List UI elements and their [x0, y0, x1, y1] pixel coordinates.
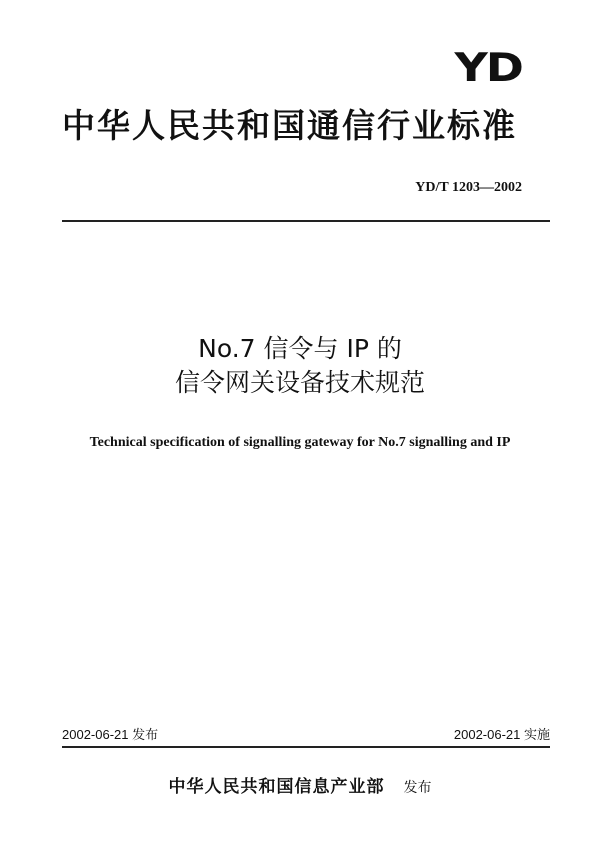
english-title: Technical specification of signalling gateway for No.7 signalling and IP — [89, 435, 511, 450]
implementation-date: 2002-06-21 实施 — [453, 727, 550, 742]
standard-number: YD/T 1203—2002 — [415, 180, 522, 195]
yd-logo: YD — [454, 44, 522, 91]
chinese-title-line-1: No.7 信令与 IP 的 — [198, 334, 402, 363]
top-divider — [62, 220, 550, 222]
publisher-verb: 发布 — [403, 780, 432, 796]
issue-date: 2002-06-21 发布 — [62, 727, 159, 742]
chinese-title-line-2: 信令网关设备技术规范 — [174, 368, 425, 397]
org-title: 中华人民共和国通信行业标准 — [62, 106, 517, 145]
publisher — [0, 772, 600, 797]
publisher-org: 中华人民共和国信息产业部 — [168, 777, 385, 797]
bottom-divider — [62, 746, 550, 748]
